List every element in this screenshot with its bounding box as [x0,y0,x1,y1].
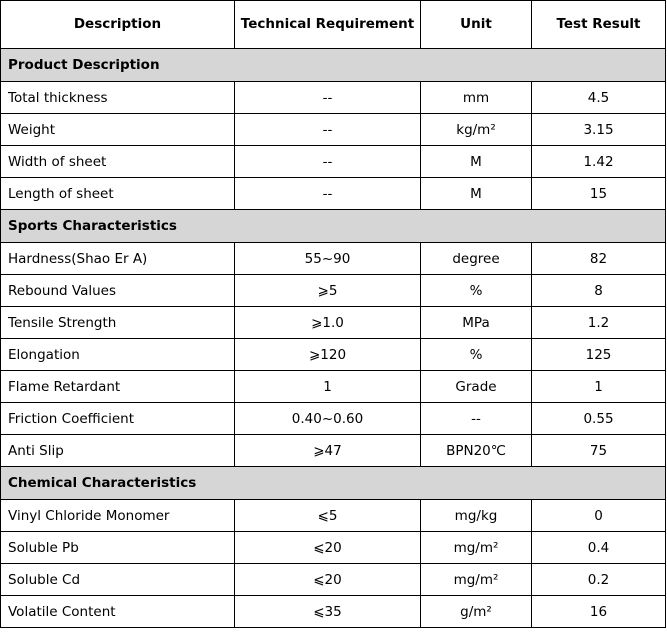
cell-unit: M [421,146,532,178]
cell-result: 82 [532,243,666,275]
table-row [1,82,666,114]
cell-requirement: -- [235,178,421,210]
cell-description: Flame Retardant [1,371,235,403]
table-row [1,275,666,307]
section-title: Product Description [1,49,666,82]
cell-result: 3.15 [532,114,666,146]
cell-requirement: -- [235,114,421,146]
table-row [1,146,666,178]
cell-result: 4.5 [532,82,666,114]
table-row [1,500,666,532]
cell-description: Total thickness [1,82,235,114]
cell-result: 1.2 [532,307,666,339]
cell-requirement: ⩽20 [235,532,421,564]
cell-description: Hardness(Shao Er A) [1,243,235,275]
cell-result: 75 [532,435,666,467]
cell-requirement: ⩾47 [235,435,421,467]
cell-description: Soluble Pb [1,532,235,564]
cell-result: 0.4 [532,532,666,564]
table-row [1,339,666,371]
table-row [1,307,666,339]
cell-requirement: ⩽20 [235,564,421,596]
cell-description: Friction Coefficient [1,403,235,435]
cell-result: 16 [532,596,666,628]
table-row [1,243,666,275]
cell-requirement: ⩽35 [235,596,421,628]
cell-unit: mm [421,82,532,114]
cell-description: Rebound Values [1,275,235,307]
spec-table-body [1,49,666,628]
cell-unit: mg/kg [421,500,532,532]
cell-unit: BPN20℃ [421,435,532,467]
cell-requirement: ⩽5 [235,500,421,532]
cell-unit: kg/m² [421,114,532,146]
cell-result: 0.55 [532,403,666,435]
table-row [1,114,666,146]
cell-description: Length of sheet [1,178,235,210]
cell-unit: % [421,339,532,371]
cell-result: 125 [532,339,666,371]
cell-unit: degree [421,243,532,275]
cell-description: Width of sheet [1,146,235,178]
section-title: Chemical Characteristics [1,467,666,500]
cell-unit: -- [421,403,532,435]
cell-result: 1.42 [532,146,666,178]
cell-description: Vinyl Chloride Monomer [1,500,235,532]
cell-description: Weight [1,114,235,146]
table-row [1,403,666,435]
cell-unit: g/m² [421,596,532,628]
header-description: Description [1,1,235,49]
cell-requirement: 1 [235,371,421,403]
cell-unit: mg/m² [421,532,532,564]
cell-description: Anti Slip [1,435,235,467]
cell-result: 0.2 [532,564,666,596]
section-title: Sports Characteristics [1,210,666,243]
table-row [1,435,666,467]
cell-description: Soluble Cd [1,564,235,596]
cell-requirement: -- [235,82,421,114]
table-row [1,532,666,564]
cell-requirement: 0.40~0.60 [235,403,421,435]
cell-requirement: ⩾1.0 [235,307,421,339]
table-row [1,178,666,210]
table-row [1,371,666,403]
header-technical-requirement: Technical Requirement [235,1,421,49]
cell-unit: Grade [421,371,532,403]
cell-description: Volatile Content [1,596,235,628]
header-unit: Unit [421,1,532,49]
table-row [1,596,666,628]
cell-result: 15 [532,178,666,210]
cell-unit: M [421,178,532,210]
section-header-row [1,210,666,243]
cell-unit: MPa [421,307,532,339]
cell-unit: mg/m² [421,564,532,596]
cell-requirement: ⩾120 [235,339,421,371]
cell-requirement: ⩾5 [235,275,421,307]
section-header-row [1,467,666,500]
cell-description: Elongation [1,339,235,371]
cell-requirement: 55~90 [235,243,421,275]
table-header-row [1,1,666,49]
cell-requirement: -- [235,146,421,178]
cell-result: 0 [532,500,666,532]
header-test-result: Test Result [532,1,666,49]
table-row [1,564,666,596]
cell-unit: % [421,275,532,307]
cell-description: Tensile Strength [1,307,235,339]
section-header-row [1,49,666,82]
cell-result: 1 [532,371,666,403]
cell-result: 8 [532,275,666,307]
